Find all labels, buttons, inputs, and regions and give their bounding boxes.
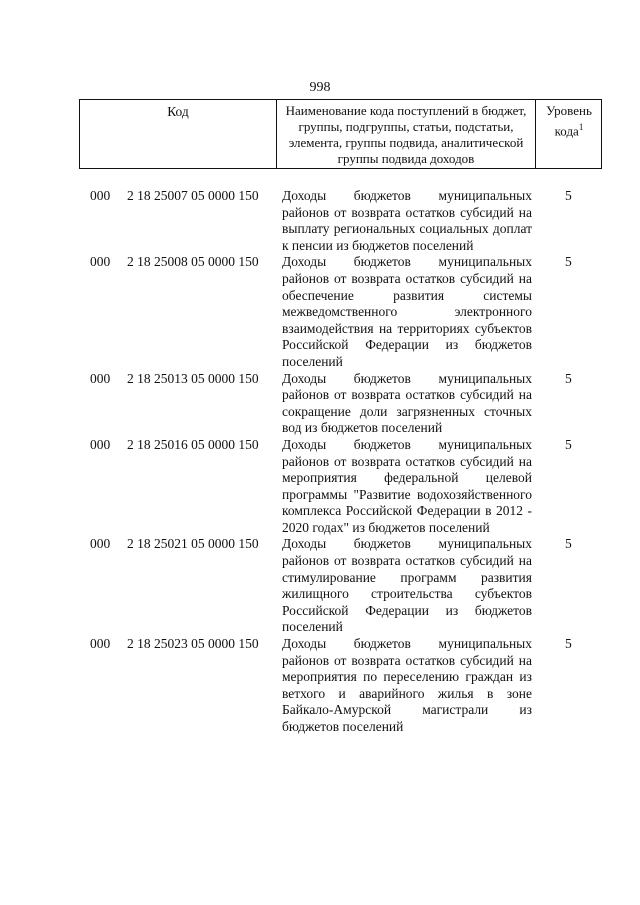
row-prefix: 000 (90, 536, 111, 552)
page-number: 998 (309, 80, 331, 95)
table-row (0, 437, 640, 537)
row-level: 5 (565, 254, 572, 270)
header-level-footnote: 1 (578, 122, 584, 132)
row-prefix: 000 (90, 254, 111, 270)
header-name: Наименование кода поступлений в бюджет, группы, подгруппы, статьи, подстатьи, элемента, группы подвида, аналитической группы подвида доходов (277, 100, 536, 168)
table-row (0, 536, 640, 636)
row-level: 5 (565, 636, 572, 652)
row-code: 2 18 25013 05 0000 150 (127, 370, 259, 386)
header-level-label: Уровень кода (546, 103, 592, 139)
row-description: Доходы бюджетов муниципальных районов от возврата остатков субсидий на обеспечение развития системы межведомственного электронного взаимодействия на территориях субъектов Российской Федерации из бюджетов поселений (282, 254, 532, 369)
row-code: 2 18 25007 05 0000 150 (127, 188, 259, 203)
row-description: Доходы бюджетов муниципальных районов от возврата остатков субсидий на мероприятия по переселению граждан из ветхого и аварийного жилья в зоне Байкало-Амурской магистрали из бюджетов поселений (282, 636, 532, 734)
row-prefix: 000 (90, 370, 111, 386)
table-header (79, 99, 602, 169)
row-level: 5 (565, 188, 572, 203)
row-description: Доходы бюджетов муниципальных районов от возврата остатков субсидий на стимулирование программ развития жилищного строительства субъектов Российской Федерации из бюджетов поселений (282, 536, 532, 635)
row-prefix: 000 (90, 188, 111, 203)
header-code: Код (80, 100, 277, 168)
row-level: 5 (565, 436, 572, 452)
row-description: Доходы бюджетов муниципальных районов от возврата остатков субсидий на сокращение доли загрязненных сточных вод из бюджетов поселений (282, 370, 532, 436)
table-row (0, 254, 640, 370)
row-code: 2 18 25023 05 0000 150 (127, 636, 259, 652)
income-code-list (0, 188, 640, 736)
row-description: Доходы бюджетов муниципальных районов от возврата остатков субсидий на мероприятия федеральной целевой программы "Развитие водохозяйственного комплекса Российской Федерации в 2012 - 2020 годах" из бюджетов поселений (282, 436, 532, 535)
header-level (536, 100, 602, 171)
row-prefix: 000 (90, 436, 111, 452)
row-description: Доходы бюджетов муниципальных районов от возврата остатков субсидий на выплату региональных социальных доплат к пенсии из бюджетов поселений (282, 188, 532, 253)
table-row (0, 636, 640, 736)
row-level: 5 (565, 536, 572, 552)
row-code: 2 18 25008 05 0000 150 (127, 254, 259, 270)
row-code: 2 18 25016 05 0000 150 (127, 436, 259, 452)
row-level: 5 (565, 370, 572, 386)
table-row (0, 371, 640, 437)
row-code: 2 18 25021 05 0000 150 (127, 536, 259, 552)
table-row (0, 188, 640, 254)
row-prefix: 000 (90, 636, 111, 652)
